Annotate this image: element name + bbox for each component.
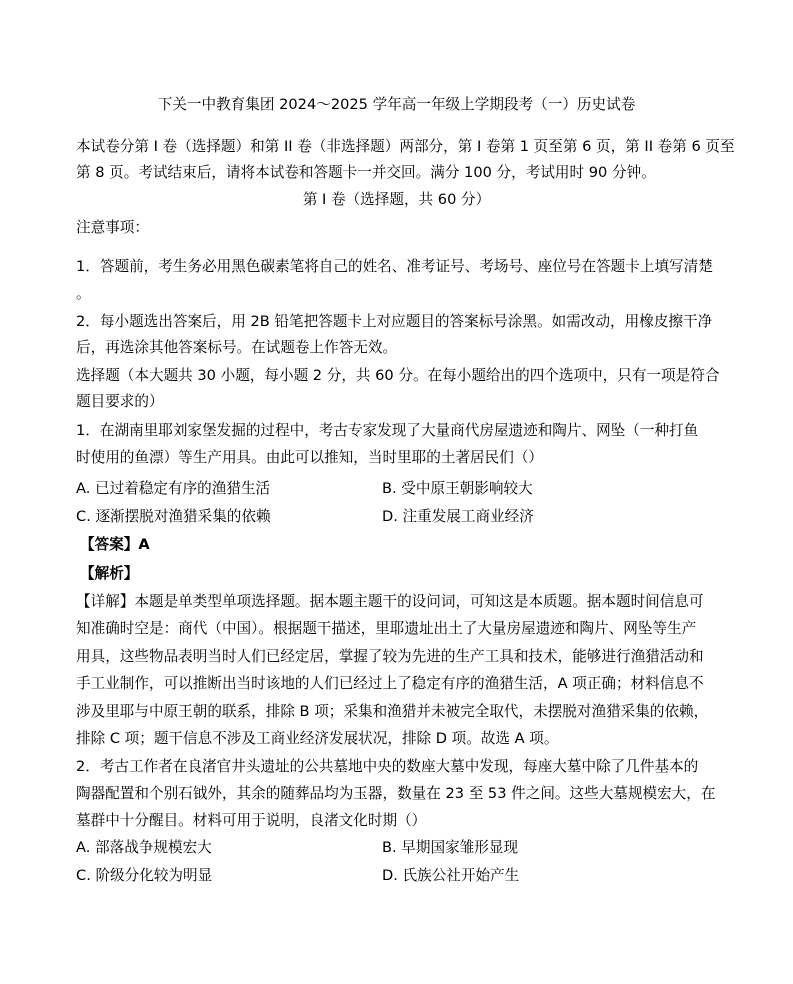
q1-option-a: A. 已过着稳定有序的渔猎生活 <box>76 480 271 497</box>
note-2-line-1: 2．每小题选出答案后，用 2B 铅笔把答题卡上对应题目的答案标号涂黑。如需改动，用橡皮擦干净 <box>76 313 713 330</box>
intro-line-1: 本试卷分第 I 卷（选择题）和第 II 卷（非选择题）两部分，第 I 卷第 1 页至第 6 页，第 II 卷第 6 页至 <box>76 138 735 155</box>
q2-stem-line-1: 2．考古工作者在良渚官井头遗址的公共墓地中央的数座大墓中发现，每座大墓中除了几件基本的 <box>76 758 699 775</box>
q1-detail-line-4: 手工业制作，可以推断出当时该地的人们已经过上了稳定有序的渔猎生活，A 项正确；材料信息不 <box>76 675 704 692</box>
q2-option-a: A. 部落战争规模宏大 <box>76 839 212 856</box>
q1-analysis-heading: 【解析】 <box>80 565 139 582</box>
q1-stem-line-2: 时使用的鱼漂）等生产用具。由此可以推知，当时里耶的土著居民们（） <box>76 449 544 466</box>
note-1-line-1: 1．答题前，考生务必用黑色碳素笔将自己的姓名、准考证号、考场号、座位号在答题卡上填写清楚 <box>76 258 713 275</box>
q1-stem-line-1: 1．在湖南里耶刘家堡发掘的过程中，考古专家发现了大量商代房屋遗迹和陶片、网坠（一种打鱼 <box>76 422 699 439</box>
q1-answer: 【答案】A <box>80 536 150 553</box>
q2-option-c: C. 阶级分化较为明显 <box>76 867 213 884</box>
note-1-line-2: 。 <box>76 285 91 302</box>
notes-heading: 注意事项： <box>76 219 149 236</box>
instructions-line-1: 选择题（本大题共 30 小题，每小题 2 分，共 60 分。在每小题给出的四个选项中，只有一项是符合 <box>76 367 720 384</box>
q1-option-c: C. 逐渐摆脱对渔猎采集的依赖 <box>76 508 271 525</box>
q1-detail-line-2: 知准确时空是：商代（中国）。根据题干描述，里耶遗址出土了大量房屋遗迹和陶片、网坠等生产 <box>76 620 697 637</box>
q2-option-b: B. 早期国家雏形显现 <box>382 839 519 856</box>
q2-stem-line-2: 陶器配置和个别石钺外，其余的随葬品均为玉器，数量在 23 至 53 件之间。这些大墓规模宏大，在 <box>76 785 716 802</box>
q1-option-d: D. 注重发展工商业经济 <box>382 508 534 525</box>
q2-stem-line-3: 墓群中十分醒目。材料可用于说明，良渚文化时期（） <box>76 812 427 829</box>
note-2-line-2: 后，再选涂其他答案标号。在试题卷上作答无效。 <box>76 339 398 356</box>
q1-detail-line-6: 排除 C 项；题干信息不涉及工商业经济发展状况，排除 D 项。故选 A 项。 <box>76 730 559 747</box>
q1-detail-line-5: 涉及里耶与中原王朝的联系，排除 B 项；采集和渔猎并未被完全取代，未摆脱对渔猎采集的依赖， <box>76 703 709 720</box>
q1-option-b: B. 受中原王朝影响较大 <box>382 480 533 497</box>
q1-detail-line-1: 【详解】本题是单类型单项选择题。据本题主题干的设问词，可知这是本质题。据本题时间信息可 <box>76 593 704 610</box>
q1-detail-line-3: 用具，这些物品表明当时人们已经定居，掌握了较为先进的生产工具和技术，能够进行渔猎活动和 <box>76 648 704 665</box>
instructions-line-2: 题目要求的） <box>76 393 164 410</box>
q2-option-d: D. 氏族公社开始产生 <box>382 867 520 884</box>
section-heading: 第 I 卷（选择题，共 60 分） <box>302 191 491 208</box>
exam-title: 下关一中教育集团 2024～2025 学年高一年级上学期段考（一）历史试卷 <box>157 96 636 113</box>
intro-line-2: 第 8 页。考试结束后，请将本试卷和答题卡一并交回。满分 100 分，考试用时 90 分钟。 <box>76 164 656 181</box>
